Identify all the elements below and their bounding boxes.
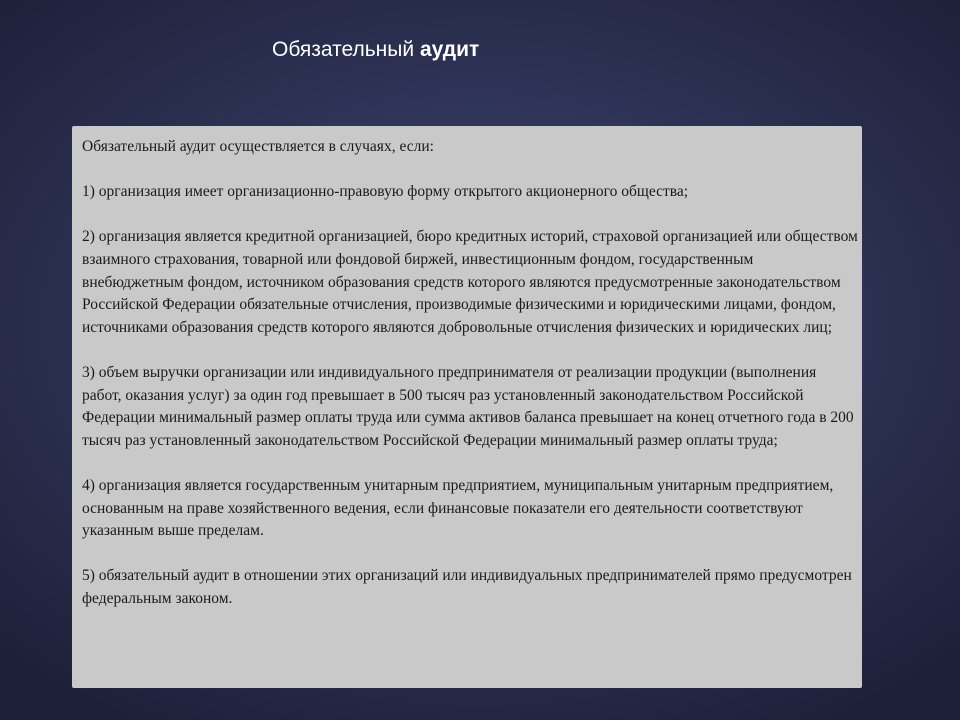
list-item-4: 4) организация является государственным унитарным предприятием, муниципальным унитарным предприятием, основанным на праве хозяйственного ведения, если финансовые показатели его деятельности соответствуют указанным выше пределам.	[82, 476, 834, 540]
slide-title	[272, 34, 872, 66]
content-text	[82, 136, 858, 610]
list-item-3: 3) объем выручки организации или индивидуального предпринимателя от реализации продукции (выполнения работ, оказания услуг) за один год превышает в 500 тысяч раз установленный законодательством Российской Федерации минимальный размер оплаты труда или сумма активов баланса превышает на конец отчетного года в 200 тысяч раз установленный законодательством Российской Федерации минимальный размер оплаты труда;	[82, 363, 854, 449]
slide-title-regular: Обязательный	[272, 38, 420, 61]
list-item-2: 2) организация является кредитной организацией, бюро кредитных историй, страховой организацией или обществом взаимного страхования, товарной или фондовой биржей, инвестиционным фондом, государственным внебюджетным фондом, источником образования средств которого являются предусмотренные законодательством Российской Федерации обязательные отчисления, производимые физическими и юридическими лицами, фондом, источниками образования средств которого являются добровольные отчисления физических и юридических лиц;	[82, 228, 858, 336]
content-text-box	[72, 126, 862, 688]
slide-title-bold: аудит	[419, 38, 480, 61]
intro-paragraph: Обязательный аудит осуществляется в случаях, если:	[82, 138, 434, 155]
list-item-1: 1) организация имеет организационно-правовую форму открытого акционерного общества;	[82, 183, 689, 201]
list-item-5: 5) обязательный аудит в отношении этих организаций или индивидуальных предпринимателей прямо предусмотрен федеральным законом.	[82, 567, 852, 607]
